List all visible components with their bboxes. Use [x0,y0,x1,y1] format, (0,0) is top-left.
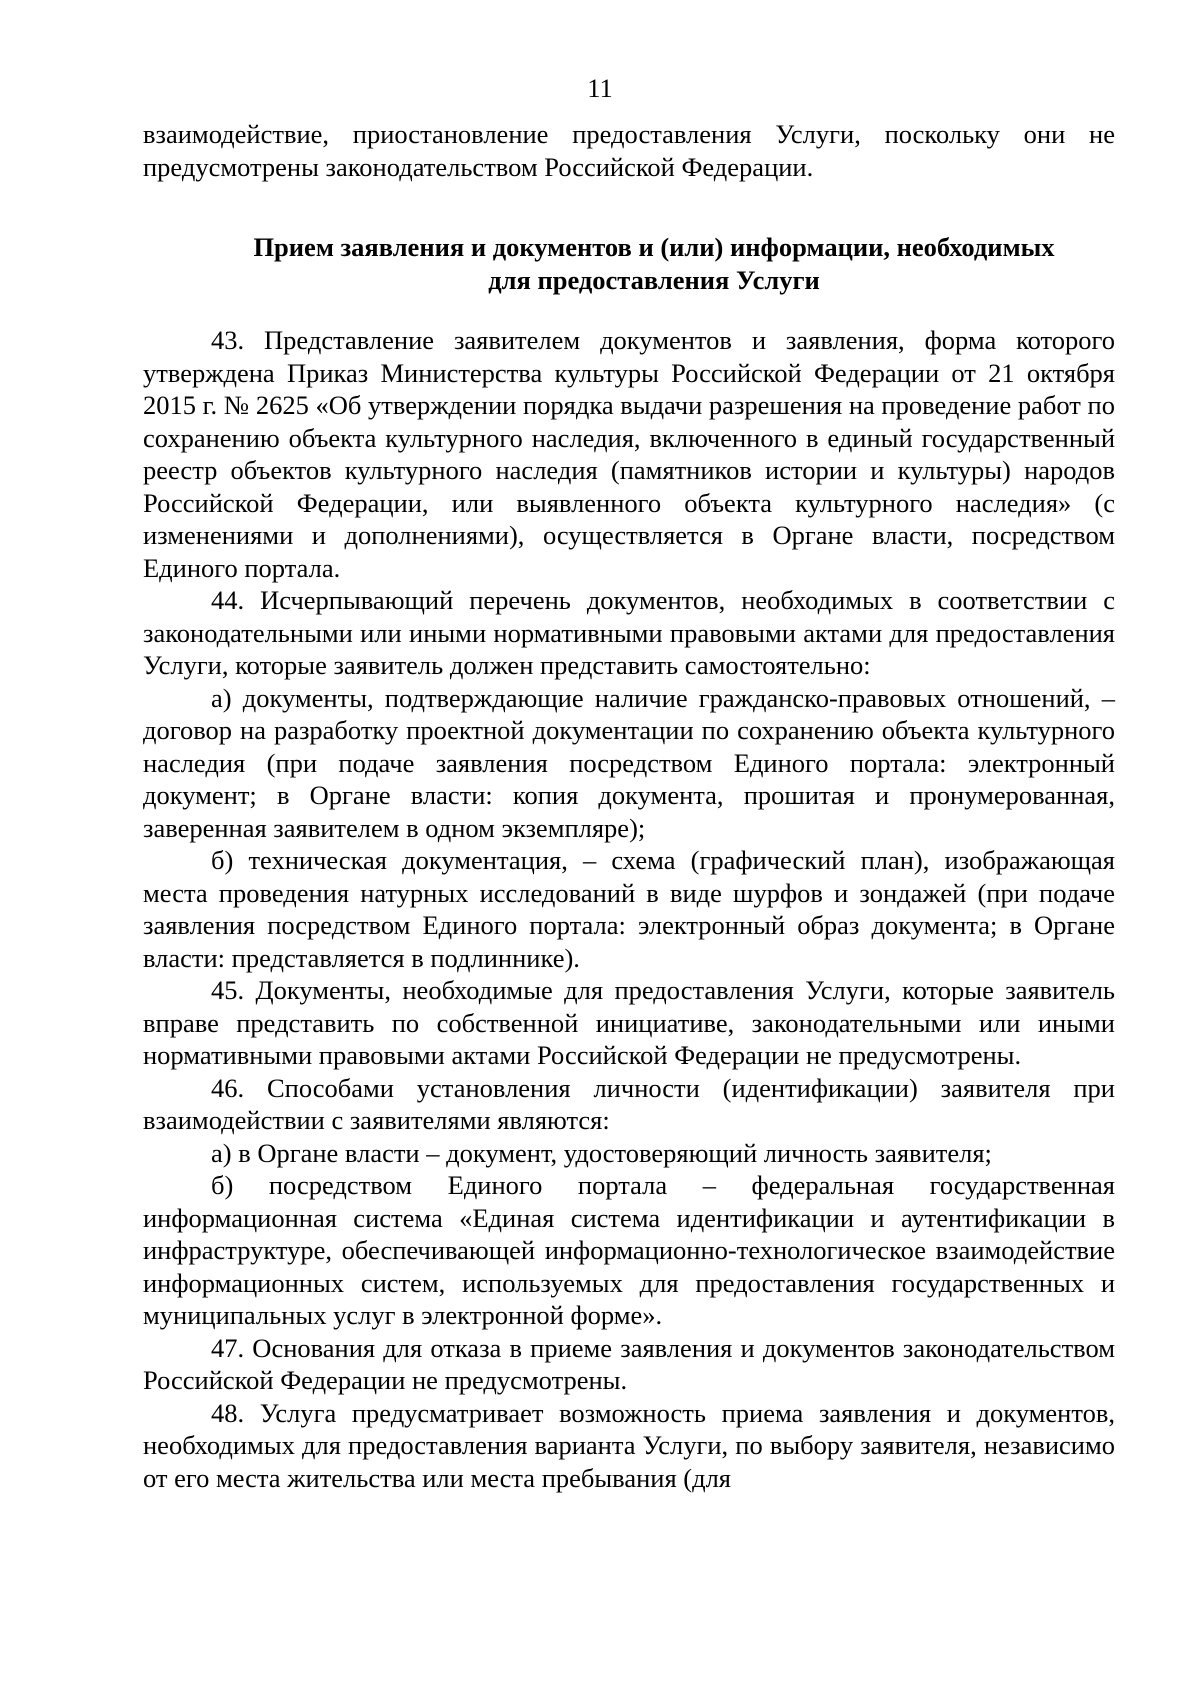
section-heading-line-2: для предоставления Услуги [488,264,820,295]
paragraph-46-a: а) в Органе власти – документ, удостоверяющий личность заявителя; [211,1137,992,1168]
paragraph-46-b: б) посредством Единого портала – федеральная государственная информационная система «Единая система идентификации и аутентификации в инфраструктуре, обеспечивающей информационно-технологическое взаимодействие информационных систем, используемых для предоставления государственных и муниципальных услуг в электронной форме». [143,1170,1115,1330]
paragraph-46: 46. Способами установления личности (идентификации) заявителя при взаимодействии с заявителями являются: [143,1072,1115,1135]
paragraph-44-a: а) документы, подтверждающие наличие гражданско-правовых отношений, – договор на разработку проектной документации по сохранению объекта культурного наследия (при подаче заявления посредством Единого портала: электронный документ; в Органе власти: копия документа, прошитая и пронумерованная, заверенная заявителем в одном экземпляре); [143,682,1115,843]
paragraph-44-b: б) техническая документация, – схема (графический план), изображающая места проведения натурных исследований в виде шурфов и зондажей (при подаче заявления посредством Единого портала: электронный образ документа; в Органе власти: представляется в подлиннике). [143,845,1115,973]
intro-paragraph: взаимодействие, приостановление предоставления Услуги, поскольку они не предусмотрены законодательством Российской Федерации. [143,119,1115,182]
paragraph-43: 43. Представление заявителем документов и заявления, форма которого утверждена Приказ Министерства культуры Российской Федерации от 21 октября 2015 г. № 2625 «Об утверждении порядка выдачи разрешения на проведение работ по сохранению объекта культурного наследия, включенного в единый государственный реестр объектов культурного наследия (памятников истории и культуры) народов Российской Федерации, или выявленного объекта культурного наследия» (с изменениями и дополнениями), осуществляется в Органе власти, посредством Единого портала. [143,325,1115,583]
paragraph-47: 47. Основания для отказа в приеме заявления и документов законодательством Российской Федерации не предусмотрены. [143,1332,1115,1395]
section-heading-line-1: Прием заявления и документов и (или) информации, необходимых [253,232,1055,262]
section-heading [143,231,1115,296]
document-body [143,118,1115,1494]
paragraph-45: 45. Документы, необходимые для предоставления Услуги, которые заявитель вправе представить по собственной инициативе, законодательными или иными нормативными правовыми актами Российской Федерации не предусмотрены. [143,975,1115,1070]
paragraph-44: 44. Исчерпывающий перечень документов, необходимых в соответствии с законодательными или иными нормативными правовыми актами для предоставления Услуги, которые заявитель должен представить самостоятельно: [143,585,1115,680]
paragraph-48: 48. Услуга предусматривает возможность приема заявления и документов, необходимых для предоставления варианта Услуги, по выбору заявителя, независимо от его места жительства или места пребывания (для [143,1397,1115,1493]
page-number: 11 [587,73,613,103]
